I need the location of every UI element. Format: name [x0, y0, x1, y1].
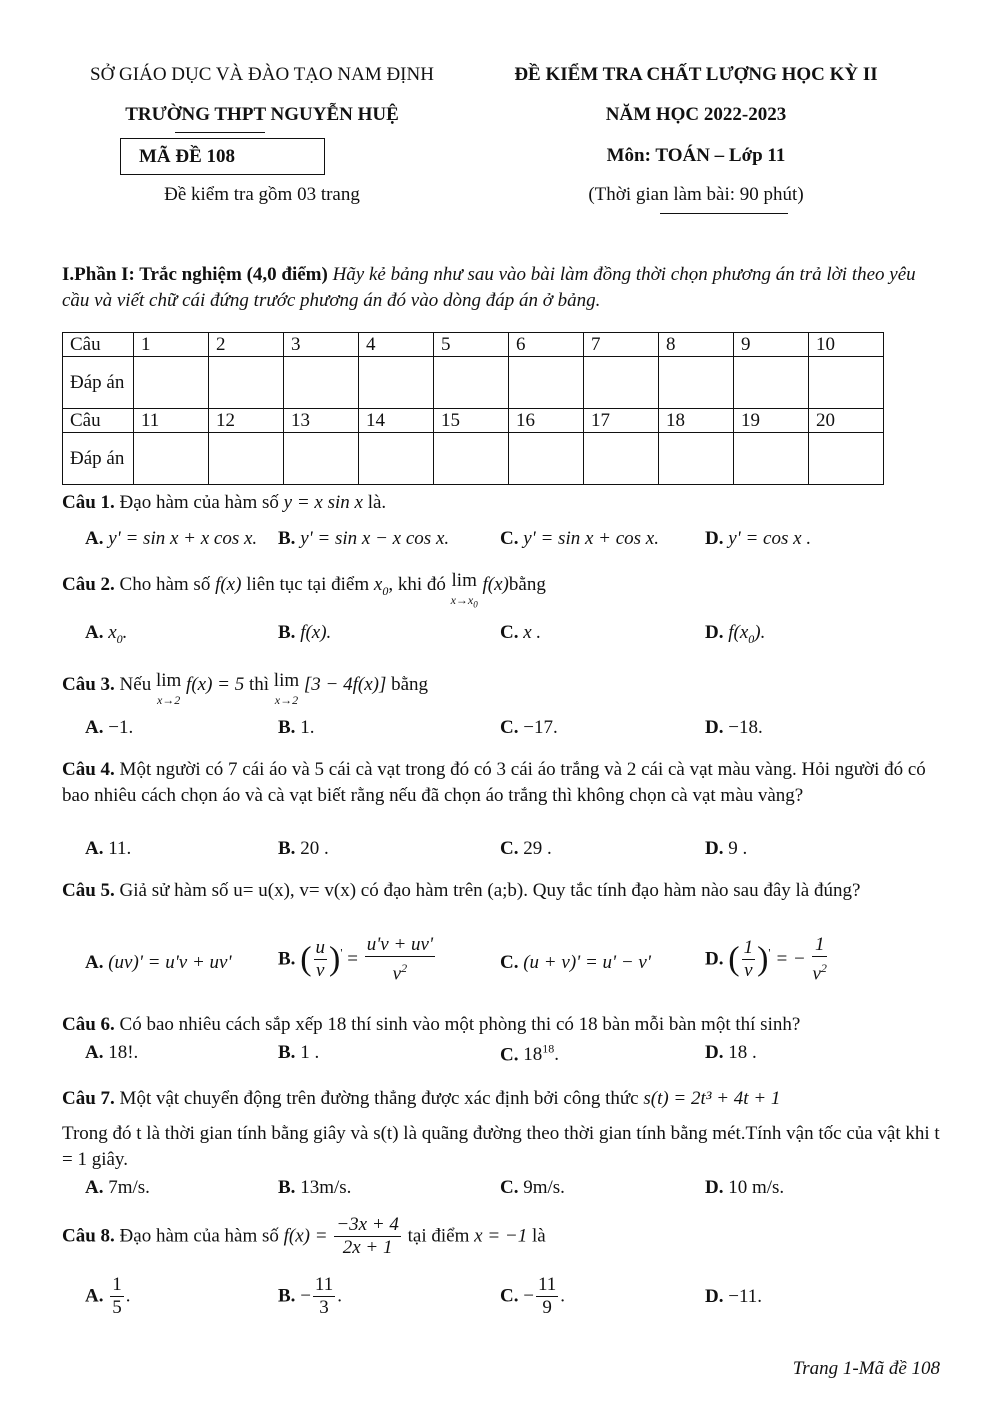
- question-7: [62, 1086, 942, 1112]
- question-number-row: [63, 333, 884, 357]
- question-text: Một vật chuyển động trên đường thẳng được xác định bởi công thức: [119, 1088, 639, 1109]
- option-text: $\frac{u'v + uv'}{v^2}$: [366, 934, 434, 985]
- q3-option-d[interactable]: D. −18.: [705, 717, 763, 738]
- q8-option-d[interactable]: D. −11.: [705, 1286, 762, 1307]
- question-label: Câu 8.: [62, 1225, 115, 1247]
- question-text: Một người có 7 cái áo và 5 cái cà vạt trong đó có 3 cái áo trắng và 2 cái cà vạt màu vàng. Hỏi người đó có bao nhiêu cách chọn áo và cà vạt biết rằng nếu đã chọn áo trắng thì không chọn cà vạt màu vàng?: [62, 759, 926, 806]
- q1-option-b[interactable]: B. y' = sin x − x cos x.: [278, 528, 450, 549]
- question-math: $x_0$: [373, 574, 389, 598]
- cell-number: 3: [284, 333, 359, 357]
- question-text: bằng: [391, 674, 429, 695]
- answer-cell[interactable]: [809, 433, 884, 485]
- cell-number: 5: [434, 333, 509, 357]
- cell-number: 13: [284, 409, 359, 433]
- q7-option-d[interactable]: D. 10 m/s.: [705, 1177, 785, 1198]
- option-text: (uv)' = u'v + uv': [108, 952, 232, 973]
- option-text: y' = sin x − x cos x.: [300, 528, 450, 549]
- option-text: 29 .: [523, 838, 552, 859]
- question-text: Trong đó t là thời gian tính bằng giây và s(t) là quãng đường theo thời gian tính bằng mét.Tính vận tốc của vật khi t = 1 giây.: [62, 1123, 940, 1170]
- cell-number: 19: [734, 409, 809, 433]
- limit-symbol: lim $x\to x_0$: [450, 570, 478, 610]
- cell-number: 9: [734, 333, 809, 357]
- exam-title: ĐỀ KIỂM TRA CHẤT LƯỢNG HỌC KỲ II: [514, 64, 878, 85]
- option-text: 10 m/s.: [728, 1177, 785, 1198]
- question-3: [62, 672, 942, 709]
- limit-symbol: lim x→2: [155, 670, 182, 707]
- option-text: 1 .: [300, 1042, 320, 1063]
- question-math: [3 − 4f(x)]: [303, 674, 387, 695]
- question-8: [62, 1214, 546, 1259]
- page-footer: Trang 1-Mã đề 108: [792, 1358, 940, 1379]
- option-text: y' = sin x + cos x.: [523, 528, 659, 549]
- question-fraction: $\frac{-3x + 4}{2x + 1}$: [336, 1214, 399, 1258]
- question-1: [62, 490, 942, 516]
- answer-cell[interactable]: [434, 433, 509, 485]
- answer-cell[interactable]: [734, 357, 809, 409]
- option-text: 9m/s.: [523, 1177, 565, 1198]
- option-text: −1.: [108, 717, 134, 738]
- answer-cell[interactable]: [584, 357, 659, 409]
- q1-option-a[interactable]: A. y' = sin x + x cos x.: [85, 528, 258, 549]
- q6-option-d[interactable]: D. 18 .: [705, 1042, 757, 1063]
- question-label: Câu 7.: [62, 1088, 115, 1109]
- q2-option-a[interactable]: A. $x_0$.: [85, 622, 128, 646]
- answer-cell[interactable]: [734, 433, 809, 485]
- option-text: 18!.: [108, 1042, 139, 1063]
- q4-option-d[interactable]: D. 9 .: [705, 838, 748, 859]
- answer-cell[interactable]: [284, 357, 359, 409]
- exam-code: MÃ ĐỀ 108: [139, 146, 236, 167]
- option-text: $\frac{11}{3}$: [314, 1274, 334, 1318]
- q4-option-c[interactable]: C. 29 .: [500, 838, 552, 859]
- q3-option-b[interactable]: B. 1.: [278, 717, 315, 738]
- question-label: Câu 4.: [62, 759, 115, 780]
- answer-cell[interactable]: [284, 433, 359, 485]
- q5-option-c[interactable]: C. (u + v)' = u' − v': [500, 952, 651, 973]
- question-math: f(x) =: [283, 1225, 328, 1247]
- question-label: Câu 3.: [62, 674, 115, 695]
- option-text: f(x).: [300, 622, 332, 643]
- question-number-row: [63, 409, 884, 433]
- option-text: −11.: [728, 1286, 762, 1307]
- answer-cell[interactable]: [434, 357, 509, 409]
- q2-option-b[interactable]: B. f(x).: [278, 622, 332, 643]
- option-text: (u + v)' = u' − v': [523, 952, 651, 973]
- question-text: Cho hàm số: [119, 574, 211, 595]
- option-text: $18^{18}$.: [523, 1042, 559, 1066]
- school-name: TRƯỜNG THPT NGUYỄN HUỆ: [125, 104, 399, 125]
- question-2: [62, 572, 942, 613]
- question-5: [62, 878, 942, 904]
- question-math: f(x): [215, 574, 242, 595]
- option-text: $\frac{11}{9}$: [537, 1274, 557, 1318]
- answer-cell[interactable]: [209, 357, 284, 409]
- question-4: [62, 757, 942, 809]
- question-text: Đạo hàm của hàm số: [119, 1225, 279, 1247]
- q5-option-b[interactable]: B. ( $\frac{u}{v}$ )' = $\frac{u'v + uv'}{v^2}$: [278, 934, 434, 985]
- cell-number: 16: [509, 409, 584, 433]
- question-math: f(x) = 5: [186, 674, 245, 695]
- q7-option-b[interactable]: B. 13m/s.: [278, 1177, 352, 1198]
- question-math: y = x sin x: [283, 492, 363, 513]
- time-underline: [660, 213, 788, 214]
- cell-number: 12: [209, 409, 284, 433]
- part1-intro: [62, 262, 942, 314]
- q1-option-d[interactable]: D. y' = cos x .: [705, 528, 812, 549]
- answer-cell[interactable]: [659, 433, 734, 485]
- q5-option-d[interactable]: D. ( $\frac{1}{v}$ )' = − $\frac{1}{v^2}$: [705, 934, 827, 985]
- option-text: −17.: [523, 717, 558, 738]
- part1-instruction: Hãy kẻ bảng như sau vào bài làm đồng thời chọn phương án trả lời theo yêu cầu và viết chữ cái đứng trước phương án đó vào dòng đáp án ở bảng.: [62, 264, 916, 311]
- cell-number: 11: [134, 409, 209, 433]
- question-text: Đạo hàm của hàm số: [119, 492, 279, 513]
- row-label: Câu: [63, 333, 134, 357]
- q6-option-c[interactable]: C. $18^{18}$.: [500, 1042, 559, 1066]
- question-math: s(t) = 2t³ + 4t + 1: [643, 1088, 781, 1109]
- cell-number: 7: [584, 333, 659, 357]
- limit-symbol: lim x→2: [273, 670, 300, 707]
- cell-number: 1: [134, 333, 209, 357]
- question-text: tại điểm: [407, 1225, 470, 1247]
- option-text: y' = cos x .: [728, 528, 812, 549]
- part1-title: I.Phần I: Trắc nghiệm (4,0 điểm): [62, 264, 328, 285]
- q3-option-a[interactable]: A. −1.: [85, 717, 134, 738]
- answer-row: [63, 357, 884, 409]
- q3-option-c[interactable]: C. −17.: [500, 717, 558, 738]
- school-year: NĂM HỌC 2022-2023: [605, 104, 787, 125]
- question-text: liên tục tại điểm: [246, 574, 370, 595]
- q6-option-b[interactable]: B. 1 .: [278, 1042, 320, 1063]
- option-text: $f(x_0)$.: [728, 622, 766, 646]
- option-text: 11.: [108, 838, 132, 859]
- school-underline: [175, 132, 265, 133]
- row-label: Đáp án: [63, 433, 134, 485]
- answer-cell[interactable]: [359, 433, 434, 485]
- answer-cell[interactable]: [359, 357, 434, 409]
- question-text: là: [531, 1225, 546, 1247]
- option-text: 9 .: [728, 838, 748, 859]
- q4-option-b[interactable]: B. 20 .: [278, 838, 329, 859]
- q5-option-a[interactable]: A. (uv)' = u'v + uv': [85, 952, 232, 973]
- cell-number: 17: [584, 409, 659, 433]
- option-text: 13m/s.: [300, 1177, 352, 1198]
- answer-cell[interactable]: [209, 433, 284, 485]
- answer-cell[interactable]: [509, 433, 584, 485]
- question-math: f(x): [482, 574, 509, 595]
- answer-cell[interactable]: [134, 433, 209, 485]
- answer-cell[interactable]: [134, 357, 209, 409]
- question-label: Câu 2.: [62, 574, 115, 595]
- q8-option-c[interactable]: C. − $\frac{11}{9}$ .: [500, 1274, 565, 1318]
- exam-time: (Thời gian làm bài: 90 phút): [588, 184, 804, 205]
- cell-number: 6: [509, 333, 584, 357]
- q8-option-b[interactable]: B. − $\frac{11}{3}$ .: [278, 1274, 342, 1318]
- answer-row: [63, 433, 884, 485]
- cell-number: 15: [434, 409, 509, 433]
- row-label: Câu: [63, 409, 134, 433]
- q8-option-a[interactable]: A. $\frac{1}{5}$ .: [85, 1274, 131, 1318]
- cell-number: 18: [659, 409, 734, 433]
- subject: Môn: TOÁN – Lớp 11: [606, 145, 786, 166]
- question-text: Nếu: [119, 674, 152, 695]
- question-text: là.: [367, 492, 387, 513]
- option-text: 1.: [300, 717, 315, 738]
- cell-number: 10: [809, 333, 884, 357]
- cell-number: 14: [359, 409, 434, 433]
- option-text: $\frac{1}{5}$: [112, 1274, 122, 1318]
- question-label: Câu 6.: [62, 1014, 115, 1035]
- answer-cell[interactable]: [509, 357, 584, 409]
- q1-option-c[interactable]: C. y' = sin x + cos x.: [500, 528, 659, 549]
- department-name: SỞ GIÁO DỤC VÀ ĐÀO TẠO NAM ĐỊNH: [90, 64, 434, 85]
- option-text: −18.: [728, 717, 763, 738]
- question-6: [62, 1012, 942, 1038]
- question-math: x = −1: [474, 1225, 528, 1247]
- option-text: 20 .: [300, 838, 329, 859]
- answer-cell[interactable]: [659, 357, 734, 409]
- question-text: , khi đó: [388, 574, 446, 595]
- question-label: Câu 5.: [62, 880, 115, 901]
- option-text: 7m/s.: [108, 1177, 150, 1198]
- cell-number: 20: [809, 409, 884, 433]
- question-label: Câu 1.: [62, 492, 115, 513]
- question-text: bằng: [508, 574, 546, 595]
- q7-option-c[interactable]: C. 9m/s.: [500, 1177, 565, 1198]
- question-7-text: [62, 1121, 942, 1173]
- option-text: y' = sin x + x cos x.: [108, 528, 258, 549]
- q7-option-a[interactable]: A. 7m/s.: [85, 1177, 150, 1198]
- answer-cell[interactable]: [584, 433, 659, 485]
- answer-cell[interactable]: [809, 357, 884, 409]
- option-text: $x_0$.: [108, 622, 128, 646]
- q2-option-c[interactable]: C. x .: [500, 622, 542, 643]
- question-text: Giả sử hàm số u= u(x), v= v(x) có đạo hàm trên (a;b). Quy tắc tính đạo hàm nào sau đây là đúng?: [119, 880, 861, 901]
- q6-option-a[interactable]: A. 18!.: [85, 1042, 139, 1063]
- option-text: $\frac{1}{v^2}$: [812, 934, 827, 985]
- cell-number: 4: [359, 333, 434, 357]
- row-label: Đáp án: [63, 357, 134, 409]
- exam-code-box: [120, 138, 325, 175]
- option-text: x .: [523, 622, 542, 643]
- cell-number: 2: [209, 333, 284, 357]
- question-text: thì: [248, 674, 270, 695]
- q4-option-a[interactable]: A. 11.: [85, 838, 132, 859]
- question-text: Có bao nhiêu cách sắp xếp 18 thí sinh vào một phòng thi có 18 bàn mỗi bàn một thí sinh?: [119, 1014, 801, 1035]
- cell-number: 8: [659, 333, 734, 357]
- page-count: Đề kiểm tra gồm 03 trang: [164, 184, 360, 205]
- option-text: 18 .: [728, 1042, 757, 1063]
- answer-table: [62, 332, 884, 485]
- q2-option-d[interactable]: D. $f(x_0)$.: [705, 622, 766, 646]
